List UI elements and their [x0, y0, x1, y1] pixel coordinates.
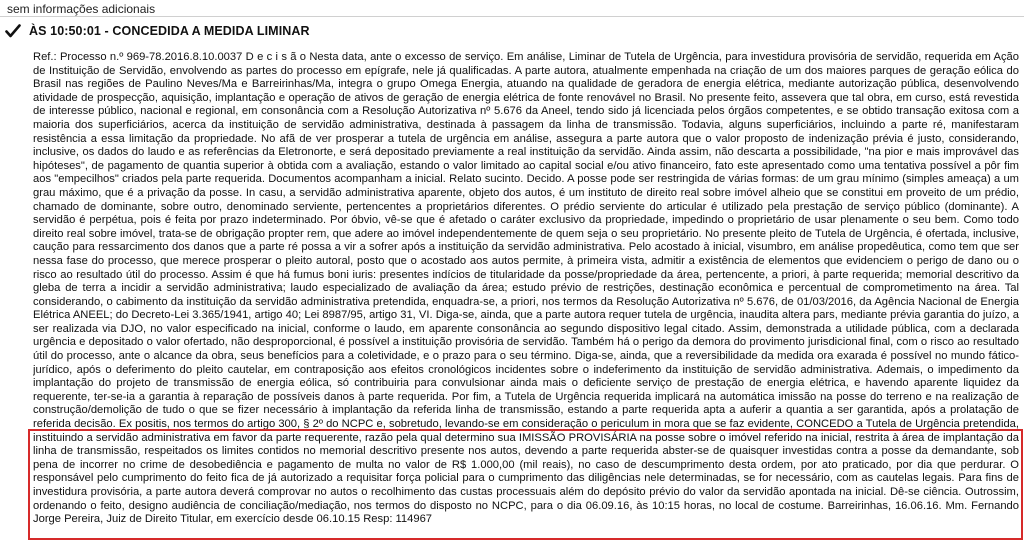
decision-body [33, 51, 1019, 541]
entry-header [5, 20, 310, 42]
decision-text: Ref.: Processo n.º 969-78.2016.8.10.0037 D e c i s ã o Nesta data, ante o excesso de serviço. Em análise, Liminar de Tutela de Urgência, para investidura provisória de servidão, requerida em Ação de Instituição de Servidão, envolvendo as partes do processo em epígrafe, nele já qualificadas. A parte autora, atualmente empenhada na criação de um dos maiores parques de geração eólica do Brasil nas regiões de Paulino Neves/Ma e Barreirinhas/Ma, integra o grupo Omega Energia, atuando na qualidade de geradora de energia elétrica, mediante autorização pública, desenvolvendo atividade de prospecção, aquisição, implantação e operação de ativos de geração de energia elétrica de fonte renovável no Brasil. No presente feito, assevera que tal obra, em curso, está revestida de interesse público, nacional e regional, em consonância com a Resolução Autorizativa nº 5.676 da Aneel, tendo sido já licenciada pelos órgãos competentes, e se obtido transação exitosa com a maioria dos superficiários, acerca da instituição de servidão administrativa, destinada à passagem da linha de transmissão. Todavia, alguns superficiários, incluindo a parte ré, manifestaram resistência a essa limitação da propriedade. No afã de ver prosperar a tutela de urgência em análise, assegura a parte autora que o valor proposto de indenização prévia é justo, considerando, inclusive, os dados do laudo e as referências da Eletronorte, e será depositado previamente a real instituição da servidão. Ainda assim, não descarta a possibilidade, "na pior e mais improvável das hipóteses", de pagamento de quantia superior à obtida com a avaliação, estando o valor limitado ao capital social e/ou ativo financeiro, fato este apresentado como uma tentativa possível a pôr fim aos "empecilhos" criados pela parte requerida. Documentos acompanham a inicial. Relato sucinto. Decido. A posse pode ser restringida de várias formas: de um grau mínimo (simples ameaça) a um grau máximo, que é a privação da posse. In casu, a servidão administrativa aparente, objeto dos autos, é um instituto de direito real sobre imóvel alheio que se constitui em proveito de um prédio, chamado de dominante, sobre outro, denominado serviente, pertencentes a proprietários diferentes. O prédio serviente do articular é utilizado pela prestação de serviço público (dominante). A servidão é perpétua, pois é feita por prazo indeterminado. Por óbvio, vê-se que é afetado o caráter exclusivo da propriedade, impedindo o proprietário de usar plenamente o seu bem. Como todo direito real sobre imóvel, trata-se de obrigação propter rem, que adere ao imóvel independentemente de quem seja o seu proprietário. No presente pleito de Tutela de Urgência, é ofertada, inclusive, caução para ressarcimento dos danos que a parte ré possa a vir a sofrer após a instituição da servidão administrativa. Pelo acostado à inicial, visumbro, em análise propedêutica, como tem que ser nessa fase do processo, que merece prosperar o pleito autoral, posto que o acostado aos autos permite, à primeira vista, admitir a existência de elementos que evidenciem o perigo de dano ou o risco ao resultado útil do processo. Assim é que há fumus boni iuris: presentes indícios de titularidade da posse/propriedade da área, pertencente, a priori, à parte requerida; memorial descritivo da gleba de terra a incidir a servidão administrativa; laudo especializado de avaliação da área; estudo prévio de restrições, destinação econômica e percentual de comprometimento na área. Tal considerando, o cabimento da instituição da servidão administrativa pretendida, enquadra-se, a priori, nos termos da Resolução Autorizativa nº 5.676, de 01/03/2016, da Agência Nacional de Energia Elétrica ANEEL; do Decreto-Lei 3.365/1941, artigo 40; Lei 8987/95, artigo 31, VI. Diga-se, ainda, que a parte autora requer tutela de urgência, inaudita altera pars, mediante prévia garantia do juízo, a ser realizada via DJO, no valor especificado na inicial, conforme o laudo, em aparente consonância ao segundo dispositivo legal citado. Assim, demonstrada a utilidade pública, com a declarada urgência e depositado o valor ofertado, não desproporcional, é possível a instituição provisória de servidão. Também há o perigo da demora do provimento jurisdicional final, com o risco ao resultado útil do processo, ante o alcance da obra, seus benefícios para a coletividade, e o prazo para o seu término. Diga-se, ainda, que a reversibilidade da medida ora exarada é possível no mundo fático-jurídico, após o deferimento do pleito cautelar, em contraposição aos efeitos cronológicos incidentes sobre o indeferimento da instituição de servidão administrativa. Ademais, o impedimento da implantação do projeto de transmissão de energia eólica, só contribuiria para convulsionar ainda mais o deficiente serviço de prestação de energia elétrica, e havendo aparente liquidez da requerente, ter-se-ia a garantia à reparação de possíveis danos à parte requerida. Por fim, a Tutela de Urgência requerida implicará na automática imissão na posse do terreno e na realização de construção/demolição de tudo o que se fizer necessário à implantação da referida linha de transmissão, estando a parte requerida apta a auferir a quantia a ser garantida, após a prolatação de referida decisão. Ex positis, nos termos do artigo 300, § 2º do NCPC e, sobretudo, levando-se em consideração o periculum in mora que se faz evidente, CONCEDO a Tutela de Urgência pretendida, instituindo a servidão administrativa em favor da parte requerente, razão pela qual determino sua IMISSÃO PROVISÁRIA na posse sobre o imóvel referido na inicial, restrita à área de implantação da linha de transmissão, respeitados os limites contidos no memorial descritivo presente nos autos, devendo a parte requerida abster-se de quaisquer investidas contra a posse da demandante, sob pena de incorrer no crime de desobediência e pagamento de multa no valor de R$ 1.000,00 (mil reais), no caso de descumprimento desta ordem, por ato praticado, por dia que perdurar. O responsável pelo cumprimento do feito fica de já autorizado a requisitar força policial para o cumprimento das diligências nele determinadas, se for necessário, com as cautelas legais. Para fins de investidura provisória, a parte autora deverá comprovar no autos o recolhimento das custas processuais além do depósito prévio do valor da servidão apontada na inicial. Dê-se ciência. Outrossim, ordenando o feito, designo audiência de conciliação/mediação, nos termos do disposto no NCPC, para o dia 06.09.16, às 10:15 horas, no local de costume. Barreirinhas, 16.06.16. Mm. Fernando Jorge Pereira, Juiz de Direito Titular, em exercício desde 06.10.15 Resp: 114967 [33, 51, 1019, 526]
additional-info-note: sem informações adicionais [7, 2, 156, 16]
checkmark-icon [5, 23, 21, 39]
divider [0, 16, 1024, 17]
entry-title: ÀS 10:50:01 - CONCEDIDA A MEDIDA LIMINAR [29, 24, 310, 38]
